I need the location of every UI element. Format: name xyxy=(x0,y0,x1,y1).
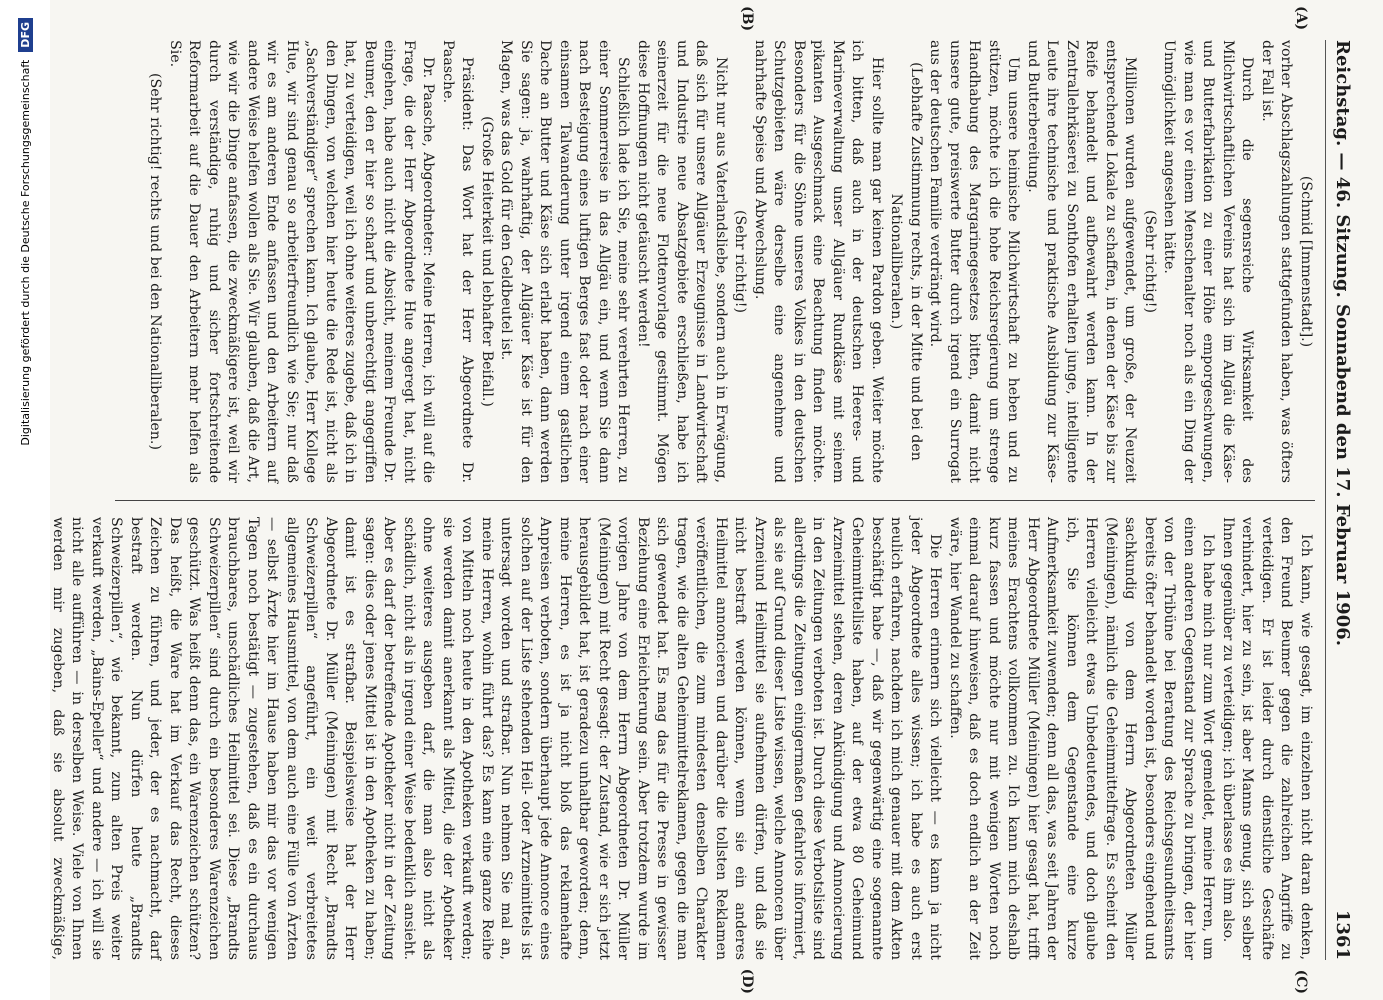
header-title: Reichstag. — 46. Sitzung. Sonnabend den 17. Februar 1906. xyxy=(1332,40,1353,647)
paragraph: Ich kann, wie gesagt, im einzelnen nicht daran denken, den Freund Beumer gegen die zahlreichen Angriffe zu verteidigen. Er ist leider durch dienstliche Geschäfte verhindert, hier zu sein, ist aber Manns genug, sich selber Ihnen gegenüber zu verteidigen; ich überlasse es ihm also. xyxy=(1220,517,1314,960)
paragraph: Dr. Paasche, Abgeordneter: Meine Herren, ich will auf die Frage, die der Herr Abgeordnete Hue angeregt hat, nicht eingehen, habe auch nicht die Absicht, meinem Freunde Dr. Beumer, den er hier so scharf und unberechtigt angegriffen hat, zu verteidigen, weil ich ohne weiteres zugebe, daß ich in den Dingen, von welchen hier heute die Rede ist, nicht als „Sachverständiger“ sprechen kann. Ich glaube, Herr Kollege Hue, wir sind genau so arbeiterfreundlich wie Sie; nur daß wir es am anderen Ende anfassen und den Arbeitern auf andere Weise helfen wollen als Sie. Wir glauben, daß die Art, wie wir die Dinge anfassen, die zweckmäßigere ist, weil wir durch verständige, ruhig und sicher fortschreitende Reformarbeit auf die Dauer den Arbeitern mehr helfen als Sie. xyxy=(167,40,437,483)
stage-direction: (Sehr richtig!) xyxy=(732,209,749,314)
right-column xyxy=(50,517,1315,960)
credit-text: Digitalisierung gefördert durch die Deutsche Forschungsgemeinschaft xyxy=(18,59,32,446)
running-header xyxy=(1325,40,1353,960)
page-number: 1361 xyxy=(1332,909,1353,960)
stage-direction: (Sehr richtig!) xyxy=(1142,209,1158,314)
stage-direction: (Sehr richtig! rechts und bei den Nationalliberalen.) xyxy=(147,73,164,450)
paragraph: Nicht nur aus Vaterlandsliebe, sondern auch in Erwägung, daß sich für unsere Allgäuer Erzeugnisse in Landwirtschaft und Industrie neue Absatzgebiete erschließen, habe ich seinerzeit für die neue Flottenvorlage gestimmt. Mögen diese Hoffnungen nicht getäuscht werden! xyxy=(635,40,729,483)
column-divider xyxy=(115,500,1315,501)
paragraph: Durch die segensreiche Wirksamkeit des Milchwirtschaftlichen Vereins hat sich im Allgäu die Käse- und Butterfabrikation zu einer Höhe emporgeschwungen, wie man es vor einem Menschenalter noch als ein Ding der Unmöglichkeit angesehen hätte. xyxy=(1161,40,1256,483)
paragraph: Die Herren erinnern sich vielleicht — es kann ja nicht jeder Abgeordnete alles wissen; ich habe es auch erst neulich erfahren, nachdem ich mich genauer mit dem Akten beschäftigt habe —, daß wir gegenwärtig eine sogenannte Geheimmittelliste haben, auf der etwa 80 Geheimund Arzneimittel stehen, deren Ankündigung und Annoncierung in den Zeitungen verboten ist. Durch diese Verbotsliste sind allerdings die Zeitungen einigermaßen gefahrlos informiert, als sie auf Grund dieser Liste wissen, welche Annoncen über Arzneiund Heilmittel sie aufnehmen dürfen, und daß sie nicht bestraft werden können, wenn sie ein anderes Heilmittel annoncieren und darüber die tollsten Reklamen veröffentlichen, die zum mindesten denselben Charakter tragen, wie die alten Geheimmittelreklamen, gegen die man sich gewendet hat. Es mag das für die Presse in gewisser Beziehung eine Erleichterung sein. Aber trotzdem wurde im vorigen Jahre von dem Herrn Abgeordneten Dr. Müller (Meiningen) mit Recht gesagt: der Zustand, wie er sich jetzt herausgebildet hat, ist geradezu unhaltbar geworden; denn, meine Herren, es ist ja nicht bloß das reklamehafte Anpreisen verboten, sondern überhaupt jede Annonce eines solchen auf der Liste stehenden Heil- oder Arzneimittels ist untersagt worden und strafbar. Nun nehmen Sie mal an, meine Herren, wohin führt das? Es kann eine ganze Reihe von Mitteln noch heute in den Apotheken verkauft werden; sie werden damit anerkannt als Mittel, die der Apotheker ohne weiteres ausgeben darf, die man also nicht als schädlich, nicht als in irgend einer Weise bedenklich ansieht. Aber es darf der betreffende Apotheker nicht in der Zeitung sagen: dies oder jenes Mittel ist in den Apotheken zu haben; damit ist es strafbar. Beispielsweise hat der Herr Abgeordnete Dr. Müller (Meiningen) mit Recht „Brandts Schweizerpillen“ angeführt, ein weit verbreitetes allgemeines Hausmittel, von dem auch eine Fülle von Ärzten — selbst Ärzte hier im Hause haben mir das vor wenigen Tagen noch bestätigt — zugestehen, daß es ein durchaus brauchbares, unschädliches Heilmittel sei. Diese „Brandts Schweizerpillen“ sind durch ein besonderes Warenzeichen geschützt. Was heißt denn das, ein Warenzeichen schützen? Das heißt, die Ware hat im Verkauf das Recht, dieses Zeichen zu führen, und jeder, der es nachmacht, darf bestraft werden. Nun dürfen heute „Brandts Schweizerpillen“, wie bekannt, zum alten Preis weiter verkauft werden, „Bains-Epeller“ und andere — ich will sie nicht alle aufführen — in derselben Weise. Viele von Ihnen werden mir zugeben, daß sie absolut zweckmäßige, xyxy=(50,517,944,960)
stage-direction: (Große Heiterkeit und lebhafter Beifall.) xyxy=(479,116,495,407)
margin-mark-a: (A) xyxy=(1293,6,1309,31)
paragraph: Millionen wurden aufgewendet, um große, der Neuzeit entsprechende Lokale zu schaffen, in denen der Käse bis zur Reife behandelt und aufbewahrt werden kann. In der Zentrallehrkäserei zu Sonthofen erhalten junge, intelligente Leute ihre technische und praktische Ausbildung zur Käse- und Butterbereitung. xyxy=(1025,40,1139,483)
left-column xyxy=(115,40,1315,483)
speaker-tag: (Schmid [Immenstadt].) xyxy=(1298,175,1314,348)
paragraph: Hier sollte man gar keinen Pardon geben. Weiter möchte ich bitten, daß auch in der deutschen Heeres- und Marineverwaltung unser Allgäuer Rundkäse mit seinem pikanten Ausgeschmack eine Beachtung finden möchte. Besonders für die Söhne unseres Volkes in den deutschen Schutzgebieten wäre derselbe eine angenehme und nahrhafte Speise und Abwechslung. xyxy=(752,40,885,483)
credit-strip xyxy=(0,0,50,1000)
paragraph: Ich habe mich nur zum Wort gemeldet, meine Herren, um einen anderen Gegenstand zur Sprache zu bringen, der hier von der Tribüne bei Beratung des Reichsgesundheitsamts bereits öfter behandelt worden ist, besonders eingehend und sachkundig von dem Herrn Abgeordneten Müller (Meiningen), nämlich die Geheimmittelfrage. Es scheint den Herren vielleicht etwas Unbedeutendes, und doch glaube ich, Sie können dem Gegenstande eine kurze Aufmerksamkeit zuwenden; denn all das, was seit Jahren der Herr Abgeordnete Müller (Meiningen) hier gesagt hat, trifft meines Erachtens vollkommen zu. Ich kann mich deshalb kurz fassen und möchte nur mit wenigen Worten noch einmal darauf hinweisen, daß es doch endlich an der Zeit wäre, hier Wandel zu schaffen. xyxy=(947,517,1217,960)
margin-mark-b: (B) xyxy=(739,6,755,32)
text-columns xyxy=(50,6,1315,994)
paragraph: Schließlich lade ich Sie, meine sehr verehrten Herren, zu einer Sommerreise in das Allgäu ein, und wenn Sie dann nach Besteigung eines luftigen Berges fast oder nach einer einsamen Talwanderung unter irgend einem gastlichen Dache an Butter und Käse sich erlabt haben, dann werden Sie sagen: ja, wahrhaftig, der Allgäuer Käse ist für den Magen, was das Gold für den Geldbeutel ist. xyxy=(498,40,632,483)
paragraph: vorher Abschlagszahlungen stattgefunden haben, was öfters der Fall ist. xyxy=(1259,40,1295,483)
paragraph: Um unsere heimische Milchwirtschaft zu heben und zu stützen, möchte ich die hohe Reichsregierung um strenge Handhabung des Margarinegesetzes bitten, damit nicht unsere gute, preiswerte Butter durch irgend ein Surrogat aus der deutschen Familie verdrängt wird. xyxy=(927,40,1022,483)
stage-direction: (Lebhafte Zustimmung rechts, in der Mitte und bei den Nationalliberalen.) xyxy=(888,62,924,461)
margin-mark-c: (C) xyxy=(1293,969,1309,994)
rotated-scan xyxy=(50,0,1383,1000)
president-remark: Präsident: Das Wort hat der Herr Abgeordnete Dr. Paasche. xyxy=(440,40,476,483)
credit-line xyxy=(0,0,50,1000)
dfg-logo: DFG xyxy=(18,18,33,52)
margin-mark-d: (D) xyxy=(739,968,755,994)
document-page xyxy=(50,0,1383,1000)
